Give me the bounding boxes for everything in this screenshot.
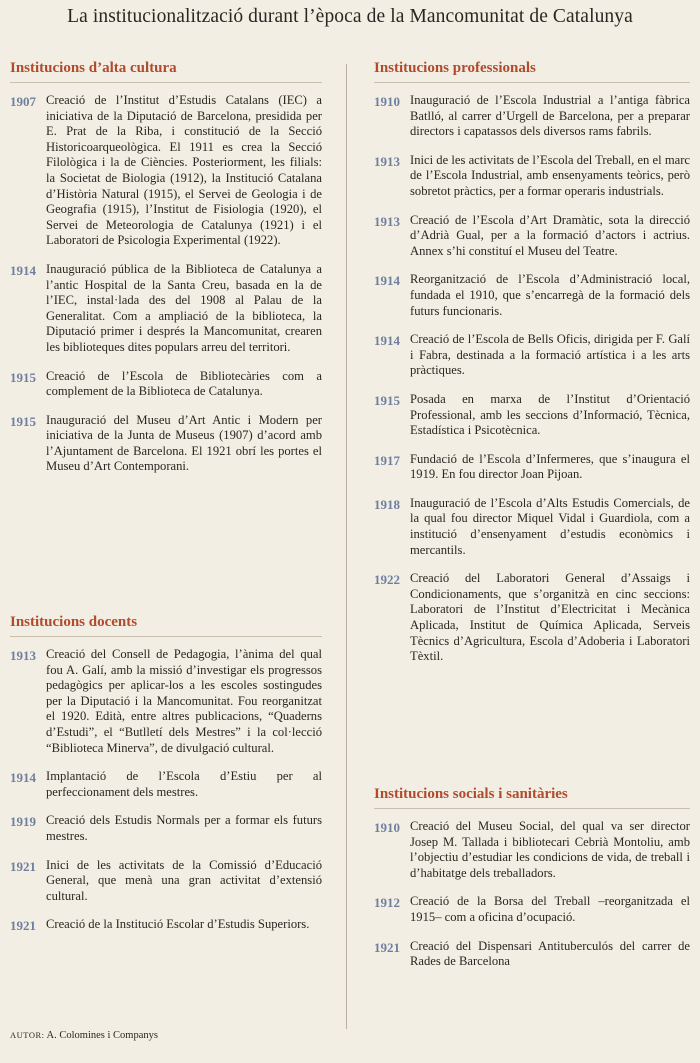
- entry-year: 1918: [374, 496, 400, 512]
- entry-text: Creació de la Borsa del Treball –reorganitzada el 1915– com a oficina d’ocupació.: [410, 894, 690, 924]
- entry-text: Creació del Laboratori General d’Assaigs i Condicionaments, que s’organitzà en cinc seccions: Laboratori de l’Institut d’Electricitat i Mecànica Aplicada, Institut de Química Aplicada, Serveis Tècnics d’Agricultura, Escola d’Adoberia i Laboratori Tèxtil.: [410, 571, 690, 664]
- entry-text: Creació de la Institució Escolar d’Estudis Superiors.: [46, 917, 310, 932]
- timeline-entry: [374, 272, 690, 319]
- entry-text: Inauguració de l’Escola d’Alts Estudis Comercials, de la qual fou director Miquel Vidal i Guardiola, com a institució d’ensenyament d’estudis econòmics i mercantils.: [410, 495, 690, 557]
- entry-year: 1914: [374, 273, 400, 289]
- entry-list: [374, 93, 690, 665]
- entry-text: Creació dels Estudis Normals per a formar els futurs mestres.: [46, 813, 322, 843]
- timeline-entry: [374, 153, 690, 200]
- entry-year: 1921: [10, 918, 36, 934]
- right-column: [374, 60, 690, 1050]
- entry-year: 1921: [374, 939, 400, 955]
- entry-year: 1912: [374, 895, 400, 911]
- entry-text: Reorganització de l’Escola d’Administració local, fundada el 1910, que s’encarregà de la formació dels futurs funcionaris.: [410, 272, 690, 318]
- section-heading: Institucions d’alta cultura: [10, 60, 322, 83]
- section-heading: Institucions socials i sanitàries: [374, 786, 690, 809]
- entry-year: 1917: [374, 452, 400, 468]
- column-divider: [346, 64, 347, 1029]
- entry-text: Creació de l’Escola de Bibliotecàries com a complement de la Biblioteca de Catalunya.: [46, 368, 322, 399]
- page-title: La institucionalització durant l’època de la Mancomunitat de Catalunya: [67, 6, 633, 27]
- timeline-entry: [374, 332, 690, 379]
- timeline-entry: [10, 769, 322, 800]
- entry-year: 1907: [10, 94, 36, 109]
- section-heading: Institucions professionals: [374, 60, 690, 83]
- entry-year: 1910: [374, 820, 400, 835]
- timeline-entry: [374, 819, 690, 881]
- timeline-entry: [374, 213, 690, 260]
- entry-year: 1914: [10, 262, 36, 278]
- entry-year: 1921: [10, 858, 36, 874]
- timeline-entry: [374, 571, 690, 665]
- entry-list: [10, 647, 322, 934]
- entry-text: Inauguració de l’Escola Industrial a l’antiga fàbrica Batlló, al carrer d’Urgell de Barcelona, per a preparar directors i capatassos dels diversos rams fabrils.: [410, 93, 690, 139]
- timeline-entry: [10, 858, 322, 905]
- timeline-entry: [10, 413, 322, 475]
- entry-year: 1922: [374, 572, 400, 588]
- entry-text: Creació de l’Escola d’Art Dramàtic, sota la direcció d’Adrià Gual, per a la formació d’actors i actrius. Annex s’hi constituí el Museu del Teatre.: [410, 212, 690, 258]
- entry-list: [10, 93, 322, 475]
- timeline-entry: [10, 369, 322, 400]
- entry-text: Inici de les activitats de la Comissió d’Educació General, que menà una gran activitat d’extensió cultural.: [46, 857, 322, 903]
- author-credit: [10, 1030, 158, 1041]
- author-name: A. Colomines i Companys: [46, 1030, 158, 1041]
- entry-text: Inauguració del Museu d’Art Antic i Modern per iniciativa de la Junta de Museus (1907) d’acord amb l’Ajuntament de Barcelona. El 1921 obrí les portes el Museu d’Art Contemporani.: [46, 412, 322, 474]
- entry-text: Creació del Museu Social, del qual va ser director Josep M. Tallada i bibliotecari Cebrià Montoliu, amb l’objectiu d’estudiar les condicions de vida, de treball i d’habitatge dels treballadors.: [410, 819, 690, 880]
- entry-text: Fundació de l’Escola d’Infermeres, que s’inaugura el 1919. En fou director Joan Pijoan.: [410, 451, 690, 482]
- entry-year: 1913: [10, 648, 36, 663]
- timeline-entry: [374, 93, 690, 140]
- timeline-entry: [374, 452, 690, 483]
- timeline-entry: [10, 93, 322, 249]
- timeline-entry: [10, 262, 322, 356]
- entry-year: 1915: [10, 413, 36, 429]
- author-label: AUTOR:: [10, 1030, 45, 1040]
- entry-text: Posada en marxa de l’Institut d’Orientació Professional, amb les seccions d’Informació, Tècnica, Estadística i Psicotècnica.: [410, 391, 690, 438]
- entry-text: Inauguració pública de la Biblioteca de Catalunya a l’antic Hospital de la Santa Creu, basada en la de l’IEC, instal·lada des del 1908 al Palau de la Generalitat. Com a ampliació de la biblioteca, la Diputació primer i després la Mancomunitat, crearen les biblioteques dites populars arreu del territori.: [46, 261, 322, 354]
- timeline-entry: [10, 813, 322, 844]
- section-docents: [10, 614, 322, 947]
- entry-text: Implantació de l’Escola d’Estiu per al perfeccionament dels mestres.: [46, 769, 322, 799]
- entry-text: Creació de l’Escola de Bells Oficis, dirigida per F. Galí i Fabra, destinada a la formació artística i a les arts pràctiques.: [410, 332, 690, 378]
- entry-text: Creació del Consell de Pedagogia, l’ànima del qual fou A. Galí, amb la missió d’investigar els progressos pedagògics per aplicar-los a les escoles sostingudes per la Diputació i la Mancomunitat. Fou reorganitzat el 1920. Edità, entre altres publicacions, “Quaderns d’Estudi”, el “Butlletí dels Mestres” i la col·lecció “Biblioteca Minerva”, de divulgació cultural.: [46, 647, 322, 755]
- entry-year: 1915: [10, 369, 36, 385]
- entry-year: 1913: [374, 213, 400, 229]
- entry-text: Inici de les activitats de l’Escola del Treball, en el marc de l’Escola Industrial, amb ensenyaments teòrics, però sobretot pràctics, per a formar operaris industrials.: [410, 152, 690, 198]
- section-heading: Institucions docents: [10, 614, 322, 637]
- entry-text: Creació del Dispensari Antituberculós del carrer de Rades de Barcelona: [410, 938, 690, 969]
- timeline-entry: [374, 939, 690, 970]
- entry-list: [374, 819, 690, 970]
- entry-year: 1913: [374, 153, 400, 169]
- timeline-entry: [10, 647, 322, 756]
- section-alta-cultura: [10, 60, 322, 488]
- entry-year: 1910: [374, 94, 400, 109]
- timeline-entry: [374, 392, 690, 439]
- entry-year: 1914: [10, 770, 36, 786]
- section-socials: [374, 786, 690, 983]
- entry-text: Creació de l’Institut d’Estudis Catalans (IEC) a iniciativa de la Diputació de Barcelona, presidida per E. Prat de la Riba, i constitució de la Secció Historicoarqueològica. El 1911 es crea la Secció Filològica i la de Ciències. Posteriorment, les filials: la Societat de Biologia (1912), la Institució Catalana d’Història Natural (1915), el Servei de Geologia i de Geografia (1915), l’Institut de Fisiologia (1920), el Servei de Meteorologia de Catalunya (1921) i el Laboratori de Psicologia Experimental (1922).: [46, 93, 322, 248]
- left-column: [10, 60, 322, 1050]
- timeline-entry: [374, 894, 690, 925]
- section-professionals: [374, 60, 690, 678]
- timeline-entry: [10, 917, 322, 934]
- entry-year: 1915: [374, 392, 400, 408]
- timeline-entry: [374, 496, 690, 558]
- entry-year: 1919: [10, 814, 36, 830]
- entry-year: 1914: [374, 333, 400, 349]
